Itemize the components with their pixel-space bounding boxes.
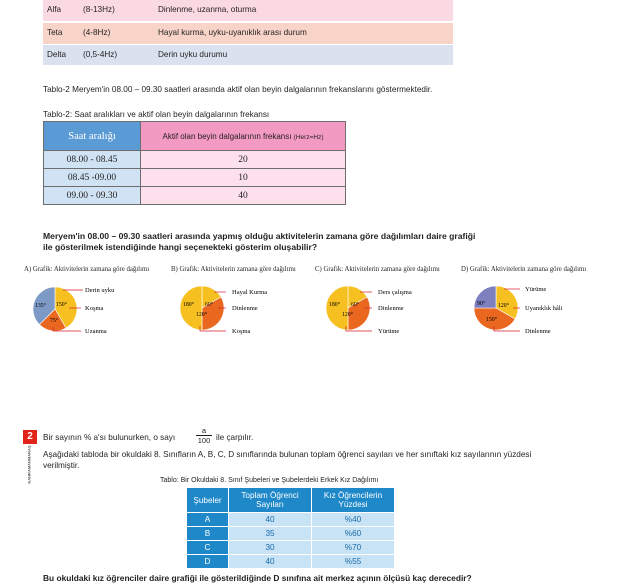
toplam-cell: 35 (229, 527, 312, 541)
legend-item: Yürüme (525, 286, 547, 293)
col-header-freq-unit: (Herz=Hz) (293, 133, 324, 141)
fraction-denominator: 100 (197, 436, 211, 445)
fraction (196, 426, 212, 445)
table-row (44, 169, 346, 187)
sube-cell: B (187, 527, 229, 541)
q2-line2: Aşağıdaki tabloda bir okuldaki 8. Sınıfların A, B, C, D sınıflarında bulunan toplam öğrenci sayıları ve her sınıftaki kız sayılarının yüzdesi verilmiştir. (43, 450, 532, 470)
table-row (187, 541, 395, 555)
wave-row (43, 45, 453, 65)
kiz-cell: %40 (312, 513, 395, 527)
legend-item: Koşma (85, 305, 104, 312)
wave-range: (4-8Hz) (83, 28, 111, 37)
wave-name: Delta (47, 50, 67, 59)
sube-cell: A (187, 513, 229, 527)
legend-item: Yürüme (378, 328, 400, 335)
sube-cell: C (187, 541, 229, 555)
wave-name: Alfa (47, 5, 62, 14)
kiz-cell: %60 (312, 527, 395, 541)
pie-slice (326, 286, 348, 330)
col-header-freq-main: Aktif olan beyin dalgalarının frekansı (162, 131, 292, 141)
legend-item: Hayal Kurma (232, 289, 268, 296)
table-row (187, 513, 395, 527)
legend-item: Uzanma (85, 328, 107, 335)
slice-label: 120° (498, 303, 510, 309)
col-header: Şubeler (187, 488, 229, 513)
table-row (187, 527, 395, 541)
slice-label: 150° (56, 302, 68, 308)
table-row (44, 187, 346, 205)
slice-label: 90° (477, 301, 486, 307)
frequency-table (43, 121, 346, 205)
time-cell: 08.00 - 08.45 (44, 151, 141, 169)
col-header-time: Saat aralığı (44, 122, 141, 151)
option-c-label[interactable]: C) Grafik: Aktivitelerin zamana göre dağılımı (315, 266, 440, 273)
wave-range: (8-13Hz) (83, 5, 115, 14)
pie-chart-a (30, 280, 150, 340)
question-number-badge: 2 (23, 430, 37, 444)
slice-label: 75° (50, 318, 59, 324)
wave-range: (0,5-4Hz) (83, 50, 118, 59)
slice-label: 60° (205, 302, 214, 308)
col-header: Kız Öğrencilerin Yüzdesi (312, 488, 395, 513)
kiz-cell: %55 (312, 555, 395, 569)
toplam-cell: 40 (229, 555, 312, 569)
toplam-cell: 30 (229, 541, 312, 555)
time-cell: 09.00 - 09.30 (44, 187, 141, 205)
pie-slice (180, 286, 202, 330)
fraction-numerator: a (196, 426, 212, 436)
legend-item: Dinlenme (525, 328, 551, 335)
toplam-cell: 40 (229, 513, 312, 527)
legend-item: Uyanıklık hâli (525, 305, 563, 312)
freq-cell: 40 (141, 187, 346, 205)
slice-label: 135° (35, 303, 47, 309)
table-row (187, 555, 395, 569)
slice-label: 60° (351, 302, 360, 308)
wave-desc: Derin uyku durumu (158, 50, 228, 59)
slice-label: 150° (486, 317, 498, 323)
side-label-wrap (17, 445, 41, 484)
wave-desc: Dinlenme, uzanma, oturma (158, 5, 257, 14)
option-a-label[interactable]: A) Grafik: Aktivitelerin zamana göre dağılımı (24, 266, 150, 273)
time-cell: 08.45 -09.00 (44, 169, 141, 187)
kiz-cell: %70 (312, 541, 395, 555)
slice-label: 180° (329, 302, 341, 308)
table2-caption: Tablo-2: Saat aralıkları ve aktif olan beyin dalgalarının frekansı (43, 110, 270, 119)
pie-chart-c (322, 280, 442, 340)
wave-row (43, 23, 453, 44)
slice-label: 120° (196, 312, 208, 318)
legend-item: Koşma (232, 328, 251, 335)
pie-chart-d (470, 280, 590, 340)
legend-item: Ders çalışma (378, 289, 412, 296)
col-header: Toplam Öğrenci Sayıları (229, 488, 312, 513)
class-table (186, 487, 395, 569)
q2-line1-a: Bir sayının % a'sı bulunurken, o sayı (43, 433, 176, 442)
slice-label: 180° (183, 302, 195, 308)
legend-item: Dinlenme (378, 305, 404, 312)
wave-name: Teta (47, 28, 63, 37)
freq-cell: 20 (141, 151, 346, 169)
table-row (44, 151, 346, 169)
legend-item: Derin uyku (85, 287, 115, 294)
wave-row (43, 0, 453, 21)
intro-text: Tablo-2 Meryem'in 08.00 – 09.30 saatleri arasında aktif olan beyin dalgalarının frekanslarını göstermektedir. (43, 85, 433, 94)
q2-bottom-text: Bu okuldaki kız öğrenciler daire grafiği ile gösterildiğinde D sınıfına ait merkez açının ölçüsü kaç derecedir? (43, 573, 472, 583)
wave-desc: Hayal kurma, uyku-uyanıklık arası durum (158, 28, 307, 37)
q2-table-caption: Tablo: Bir Okuldaki 8. Sınıf Şubeleri ve Şubelerdeki Erkek Kız Dağılımı (160, 477, 379, 484)
option-d-label[interactable]: D) Grafik: Aktivitelerin zamana göre dağılımı (461, 266, 587, 273)
freq-cell: 10 (141, 169, 346, 187)
col-header-freq (141, 122, 346, 151)
side-label: KAHRAMANMARAŞ (26, 445, 32, 484)
pie-chart-b (176, 280, 296, 340)
slice-label: 120° (342, 312, 354, 318)
q2-line1-b: ile çarpılır. (216, 433, 254, 442)
sube-cell: D (187, 555, 229, 569)
legend-item: Dinlenme (232, 305, 258, 312)
question-1: Meryem'in 08.00 – 09.30 saatleri arasında yapmış olduğu aktivitelerin zamana göre dağılımları daire grafiği ile gösterilmek istendiğinde hangi seçenekteki gösterim oluşabilir? (43, 231, 476, 252)
option-b-label[interactable]: B) Grafik: Aktivitelerin zamana göre dağılımı (171, 266, 296, 273)
